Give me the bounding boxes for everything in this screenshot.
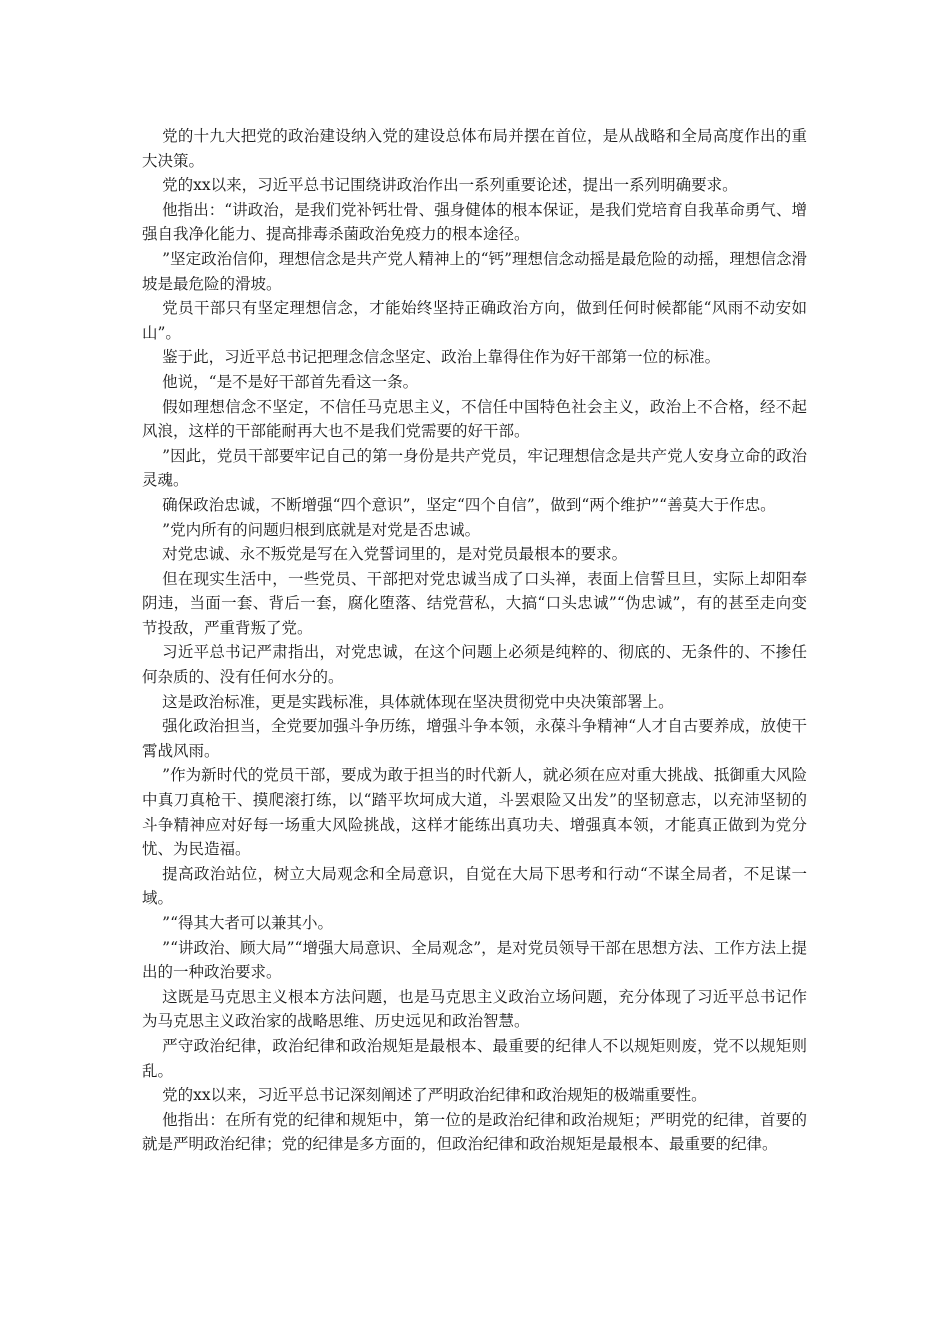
paragraph: 假如理想信念不坚定，不信任马克思主义，不信任中国特色社会主义，政治上不合格，经不起风浪，这样的干部能耐再大也不是我们党需要的好干部。 (142, 397, 807, 441)
paragraph: 党的xx以来，习近平总书记深刻阐述了严明政治纪律和政治规矩的极端重要性。 (162, 1086, 707, 1105)
paragraph: 严守政治纪律，政治纪律和政治规矩是最根本、最重要的纪律人不以规矩则废，党不以规矩则乱。 (142, 1036, 807, 1080)
paragraph: 这既是马克思主义根本方法问题，也是马克思主义政治立场问题，充分体现了习近平总书记作为马克思主义政治家的战略思维、历史远见和政治智慧。 (142, 987, 807, 1031)
paragraph: 党的xx以来，习近平总书记围绕讲政治作出一系列重要论述，提出一系列明确要求。 (162, 176, 738, 195)
paragraph: ”“讲政治、顾大局”“增强大局意识、全局观念”，是对党员领导干部在思想方法、工作方法上提出的一种政治要求。 (142, 938, 807, 982)
paragraph: 提高政治站位，树立大局观念和全局意识，自觉在大局下思考和行动“不谋全局者，不足谋一域。 (142, 864, 807, 908)
paragraph: ”作为新时代的党员干部，要成为敢于担当的时代新人，就必须在应对重大挑战、抵御重大风险中真刀真枪干、摸爬滚打练，以“踏平坎坷成大道，斗罢艰险又出发”的坚韧意志，以充沛坚韧的斗争精神应对好每一场重大风险挑战，这样才能练出真功夫、增强真本领，才能真正做到为党分忧、为民造福。 (142, 766, 807, 859)
paragraph: 强化政治担当，全党要加强斗争历练，增强斗争本领，永葆斗争精神“人才自古要养成，放使干霄战风雨。 (142, 717, 807, 760)
paragraph: ”“得其大者可以兼其小。 (162, 914, 333, 932)
paragraph: 他说，“是不是好干部首先看这一条。 (162, 372, 419, 391)
paragraph: ”坚定政治信仰，理想信念是共产党人精神上的“钙”理想信念动摇是最危险的动摇，理想信念滑坡是最危险的滑坡。 (142, 249, 807, 293)
paragraph: 对党忠诚、永不叛党是写在入党誓词里的，是对党员最根本的要求。 (162, 545, 628, 564)
paragraph: 党员干部只有坚定理想信念，才能始终坚持正确政治方向，做到任何时候都能“风雨不动安如山”。 (142, 299, 807, 342)
document-body (142, 124, 807, 1157)
paragraph: 这是政治标准，更是实践标准，具体就体现在坚决贯彻党中央决策部署上。 (162, 692, 674, 711)
paragraph: 他指出：在所有党的纪律和规矩中，第一位的是政治纪律和政治规矩；严明党的纪律，首要的就是严明政治纪律；党的纪律是多方面的，但政治纪律和政治规矩是最根本、最重要的纪律。 (142, 1110, 807, 1154)
paragraph: 鉴于此，习近平总书记把理念信念坚定、政治上靠得住作为好干部第一位的标准。 (162, 348, 721, 367)
paragraph: 但在现实生活中，一些党员、干部把对党忠诚当成了口头禅，表面上信誓旦旦，实际上却阳奉阴违，当面一套、背后一套，腐化堕落、结党营私，大搞“口头忠诚”“伪忠诚”，有的甚至走向变节投敌，严重背叛了党。 (142, 569, 807, 637)
paragraph: 党的十九大把党的政治建设纳入党的建设总体布局并摆在首位，是从战略和全局高度作出的重大决策。 (142, 127, 807, 170)
paragraph: 他指出：“讲政治，是我们党补钙壮骨、强身健体的根本保证，是我们党培育自我革命勇气、增强自我净化能力、提高排毒杀菌政治免疫力的根本途径。 (142, 200, 807, 244)
paragraph: ”因此，党员干部要牢记自己的第一身份是共产党员，牢记理想信念是共产党人安身立命的政治灵魂。 (142, 446, 807, 490)
paragraph: ”党内所有的问题归根到底就是对党是否忠诚。 (162, 520, 481, 539)
paragraph: 确保政治忠诚，不断增强“四个意识”，坚定“四个自信”，做到“两个维护”“善莫大于作忠。 (162, 495, 776, 514)
paragraph: 习近平总书记严肃指出，对党忠诚，在这个问题上必须是纯粹的、彻底的、无条件的、不掺任何杂质的、没有任何水分的。 (142, 643, 807, 687)
